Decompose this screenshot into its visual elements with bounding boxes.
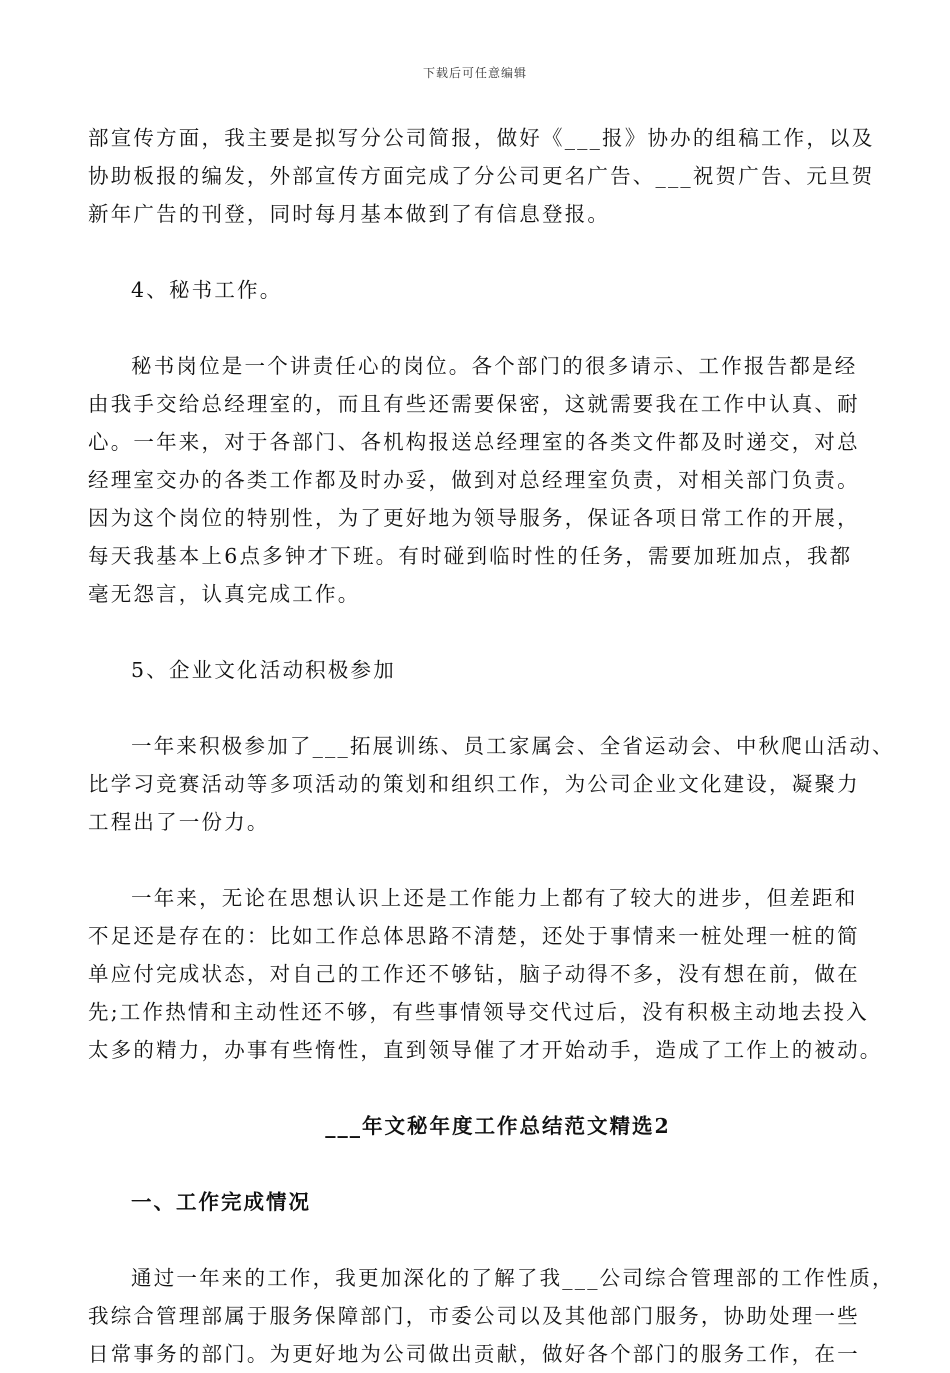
text-line: 秘书岗位是一个讲责任心的岗位。各个部门的很多请示、工作报告都是经 — [131, 354, 858, 378]
section-2-title: ___年文秘年度工作总结范文精选2 — [325, 1114, 671, 1138]
text-line: 协助板报的编发，外部宣传方面完成了分公司更名广告、___祝贺广告、元旦贺 — [88, 164, 875, 188]
text-line: 部宣传方面，我主要是拟写分公司简报，做好《___报》协办的组稿工作，以及 — [88, 126, 875, 150]
item-5-title: 5、企业文化活动积极参加 — [131, 658, 396, 682]
document-body — [88, 119, 895, 1373]
text-line: 毫无怨言，认真完成工作。 — [88, 582, 361, 606]
spacer — [88, 1145, 878, 1183]
text-line: 经理室交办的各类工作都及时办妥，做到对总经理室负责，对相关部门负责。 — [88, 468, 860, 492]
text-line: 比学习竞赛活动等多项活动的策划和组织工作，为公司企业文化建设，凝聚力 — [88, 772, 860, 796]
text-line: 日常事务的部门。为更好地为公司做出贡献，做好各个部门的服务工作，在一 — [88, 1342, 860, 1366]
text-line: 新年广告的刊登，同时每月基本做到了有信息登报。 — [88, 202, 611, 226]
spacer — [88, 1069, 878, 1107]
text-line: 一年来，无论在思想认识上还是工作能力上都有了较大的进步，但差距和 — [131, 886, 858, 910]
item-4-title: 4、秘书工作。 — [131, 278, 283, 302]
section-2-subtitle: 一、工作完成情况 — [131, 1190, 311, 1214]
paragraph-secretary — [88, 347, 878, 613]
text-line: 每天我基本上6点多钟才下班。有时碰到临时性的任务，需要加班加点，我都 — [88, 544, 853, 568]
spacer — [88, 613, 878, 651]
paragraph-shortcomings — [88, 879, 883, 1069]
spacer — [88, 233, 878, 271]
text-line: 太多的精力，办事有些惰性，直到领导催了才开始动手，造成了工作上的被动。 — [88, 1038, 883, 1062]
paragraph-work-completion — [88, 1259, 895, 1373]
text-line: 先;工作热情和主动性还不够，有些事情领导交代过后，没有积极主动地去投入 — [88, 1000, 869, 1024]
text-line: 心。一年来，对于各部门、各机构报送总经理室的各类文件都及时递交，对总 — [88, 430, 860, 454]
text-line: 由我手交给总经理室的，而且有些还需要保密，这就需要我在工作中认真、耐 — [88, 392, 860, 416]
text-line: 一年来积极参加了___拓展训练、员工家属会、全省运动会、中秋爬山活动、 — [131, 734, 895, 758]
paragraph-culture — [88, 727, 895, 841]
text-line: 我综合管理部属于服务保障部门，市委公司以及其他部门服务，协助处理一些 — [88, 1304, 860, 1328]
spacer — [88, 309, 878, 347]
text-line: 不足还是存在的：比如工作总体思路不清楚，还处于事情来一桩处理一桩的简 — [88, 924, 860, 948]
text-line: 因为这个岗位的特别性，为了更好地为领导服务，保证各项日常工作的开展， — [88, 506, 860, 530]
header-note: 下载后可任意编辑 — [422, 66, 527, 80]
text-line: 通过一年来的工作，我更加深化的了解了我___公司综合管理部的工作性质， — [131, 1266, 895, 1290]
paragraph-publicity — [88, 119, 878, 233]
spacer — [88, 841, 878, 879]
spacer — [88, 1221, 878, 1259]
spacer — [88, 689, 878, 727]
text-line: 单应付完成状态，对自己的工作还不够钻，脑子动得不多，没有想在前，做在 — [88, 962, 860, 986]
text-line: 工程出了一份力。 — [88, 810, 270, 834]
